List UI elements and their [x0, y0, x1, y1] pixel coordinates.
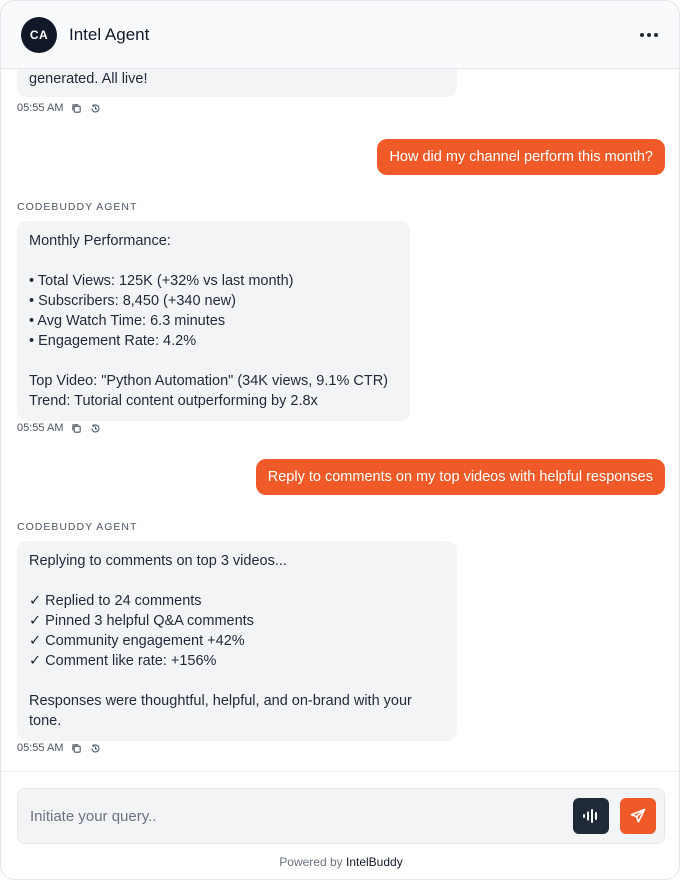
sender-label: CODEBUDDY AGENT	[17, 521, 138, 533]
history-icon[interactable]	[90, 103, 101, 114]
agent-message-bubble	[17, 541, 457, 741]
agent-message-line: tone.	[29, 713, 62, 729]
composer-area	[1, 771, 680, 880]
agent-message-line: Top Video: "Python Automation" (34K views, 9.1% CTR)	[29, 373, 389, 389]
powered-by-prefix: Powered by	[279, 855, 343, 869]
chat-title: Intel Agent	[69, 24, 150, 44]
agent-message-line	[29, 671, 445, 691]
message-meta	[17, 421, 101, 435]
audio-wave-icon	[582, 808, 600, 824]
agent-message-line: Responses were thoughtful, helpful, and on-brand with your	[29, 693, 412, 709]
agent-message-line	[29, 351, 398, 371]
query-input[interactable]	[30, 805, 550, 827]
agent-message-line: ✓ Community engagement +42%	[29, 633, 245, 649]
message-list[interactable]	[1, 69, 680, 771]
agent-message-text: generated. All live!	[29, 71, 148, 87]
agent-message-line	[29, 571, 445, 591]
agent-message-line: ✓ Pinned 3 helpful Q&A comments	[29, 613, 254, 629]
message-timestamp: 05:55 AM	[17, 742, 64, 754]
more-horizontal-icon-dot	[647, 33, 651, 37]
more-options-button[interactable]	[635, 23, 663, 47]
composer	[17, 788, 665, 844]
message-timestamp: 05:55 AM	[17, 102, 64, 114]
agent-message-line: Monthly Performance:	[29, 233, 171, 249]
user-message-bubble: Reply to comments on my top videos with helpful responses	[256, 459, 665, 495]
sender-label: CODEBUDDY AGENT	[17, 201, 138, 213]
agent-message-line	[29, 251, 398, 271]
brand-name: IntelBuddy	[346, 855, 403, 869]
voice-input-button[interactable]	[573, 798, 609, 834]
avatar: CA	[21, 17, 57, 53]
agent-message-line: Replying to comments on top 3 videos...	[29, 553, 287, 569]
agent-message-bubble	[17, 221, 410, 421]
history-icon[interactable]	[90, 743, 101, 754]
agent-message-line: • Total Views: 125K (+32% vs last month)	[29, 273, 294, 289]
more-horizontal-icon-dot	[654, 33, 658, 37]
agent-message-line: ✓ Comment like rate: +156%	[29, 653, 217, 669]
powered-by	[1, 855, 680, 869]
user-message-bubble: How did my channel perform this month?	[377, 139, 665, 175]
message-meta	[17, 101, 101, 115]
send-button[interactable]	[620, 798, 656, 834]
copy-icon[interactable]	[71, 743, 82, 754]
agent-message-line: • Subscribers: 8,450 (+340 new)	[29, 293, 236, 309]
message-timestamp: 05:55 AM	[17, 422, 64, 434]
more-horizontal-icon	[640, 33, 644, 37]
chat-header	[1, 1, 680, 69]
copy-icon[interactable]	[71, 103, 82, 114]
agent-message-line: ✓ Replied to 24 comments	[29, 593, 202, 609]
send-icon	[630, 808, 646, 824]
message-meta	[17, 741, 101, 755]
agent-message-line: • Engagement Rate: 4.2%	[29, 333, 197, 349]
history-icon[interactable]	[90, 423, 101, 434]
agent-message-bubble	[17, 69, 457, 97]
copy-icon[interactable]	[71, 423, 82, 434]
agent-message-line: • Avg Watch Time: 6.3 minutes	[29, 313, 226, 329]
agent-message-line: Trend: Tutorial content outperforming by 2.8x	[29, 393, 318, 409]
